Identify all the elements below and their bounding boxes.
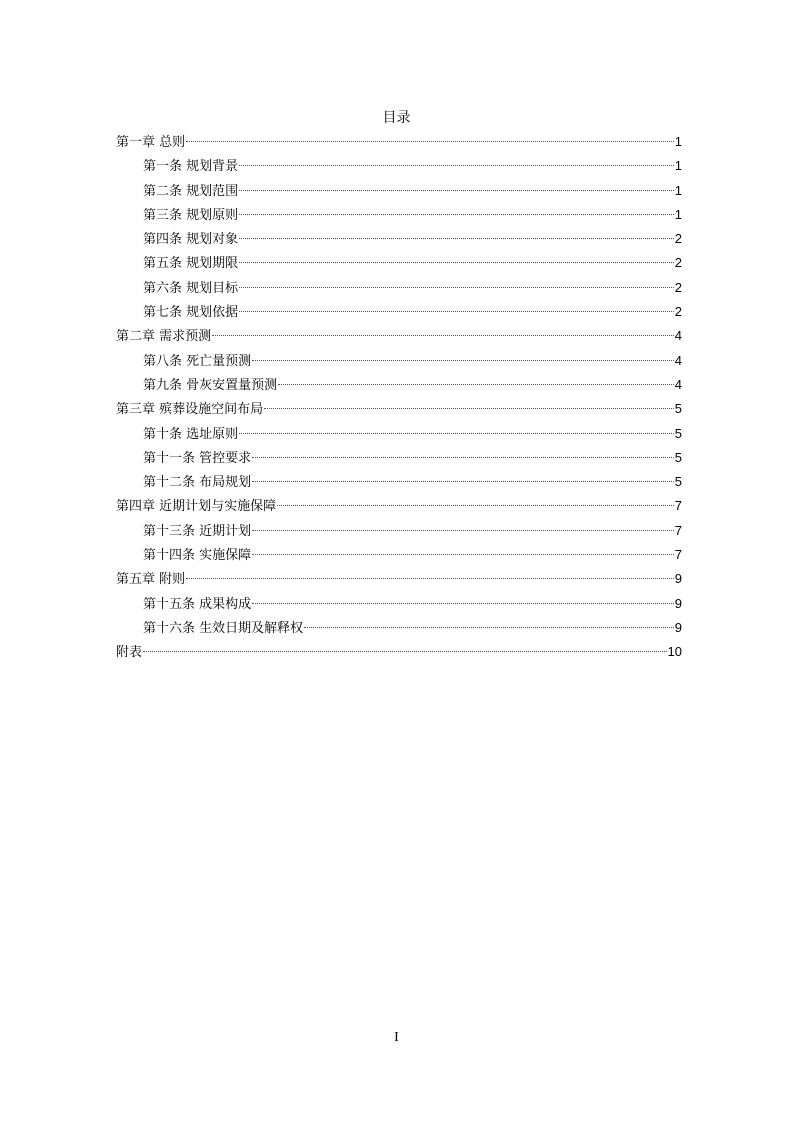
toc-entry-text: 第十五条 成果构成 (143, 596, 252, 612)
toc-chapter-entry[interactable] (116, 397, 682, 421)
toc-chapter-entry[interactable] (116, 640, 682, 664)
toc-article-entry[interactable] (116, 349, 682, 373)
toc-entry-page: 2 (674, 304, 682, 320)
toc-entry-text: 第十四条 实施保障 (143, 548, 252, 564)
toc-dot-leader (186, 578, 674, 579)
toc-entry-page: 1 (674, 158, 682, 174)
toc-dot-leader (252, 360, 674, 361)
toc-entry-page: 9 (674, 619, 682, 635)
toc-entry-page: 9 (674, 595, 682, 611)
toc-chapter-entry[interactable] (116, 567, 682, 591)
toc-dot-leader (239, 190, 674, 191)
toc-dot-leader (186, 141, 674, 142)
toc-entry-text: 第十六条 生效日期及解释权 (143, 620, 304, 636)
toc-article-entry[interactable] (116, 422, 682, 446)
toc-entry-page: 7 (674, 547, 682, 563)
toc-entry-page: 7 (674, 522, 682, 538)
toc-entry-text: 第三条 规划原则 (143, 207, 239, 223)
toc-entry-page: 4 (674, 328, 682, 344)
page-number: I (394, 1030, 399, 1045)
toc-dot-leader (252, 481, 674, 482)
toc-entry-text: 第八条 死亡量预测 (143, 353, 252, 369)
toc-article-entry[interactable] (116, 203, 682, 227)
toc-dot-leader (239, 433, 674, 434)
toc-entry-page: 1 (674, 182, 682, 198)
toc-dot-leader (239, 214, 674, 215)
toc-entry-text: 第六条 规划目标 (143, 280, 239, 296)
toc-dot-leader (239, 287, 674, 288)
toc-dot-leader (212, 335, 674, 336)
toc-article-entry[interactable] (116, 616, 682, 640)
toc-entry-page: 1 (674, 206, 682, 222)
toc-chapter-entry[interactable] (116, 324, 682, 348)
toc-article-entry[interactable] (116, 179, 682, 203)
toc-dot-leader (252, 530, 674, 531)
toc-chapter-entry[interactable] (116, 494, 682, 518)
toc-dot-leader (304, 627, 674, 628)
toc-article-entry[interactable] (116, 276, 682, 300)
toc-article-entry[interactable] (116, 300, 682, 324)
toc-dot-leader (252, 457, 674, 458)
toc-entry-text: 第十条 选址原则 (143, 426, 239, 442)
toc-entry-text: 第十一条 管控要求 (143, 450, 252, 466)
toc-entry-page: 5 (674, 449, 682, 465)
toc-dot-leader (252, 554, 674, 555)
toc-entry-page: 2 (674, 231, 682, 247)
toc-dot-leader (277, 505, 674, 506)
toc-entry-text: 第二章 需求预测 (116, 329, 212, 345)
toc-entry-text: 第一章 总则 (116, 135, 186, 150)
toc-entry-page: 7 (674, 498, 682, 514)
toc-title: 目录 (382, 110, 411, 126)
toc-entry-page: 5 (674, 474, 682, 490)
toc-entry-text: 第十三条 近期计划 (143, 523, 252, 539)
toc-chapter-entry[interactable] (116, 130, 682, 154)
toc-list (116, 130, 682, 665)
toc-entry-text: 第三章 殡葬设施空间布局 (116, 402, 264, 418)
toc-entry-text: 第四章 近期计划与实施保障 (116, 499, 277, 515)
toc-article-entry[interactable] (116, 154, 682, 178)
toc-dot-leader (143, 651, 667, 652)
toc-entry-text: 第十二条 布局规划 (143, 475, 252, 491)
toc-article-entry[interactable] (116, 373, 682, 397)
toc-entry-text: 第五条 规划期限 (143, 256, 239, 272)
toc-article-entry[interactable] (116, 227, 682, 251)
toc-article-entry[interactable] (116, 470, 682, 494)
toc-article-entry[interactable] (116, 592, 682, 616)
toc-dot-leader (239, 238, 674, 239)
toc-entry-text: 第五章 附则 (116, 572, 186, 588)
toc-entry-page: 9 (674, 571, 682, 587)
toc-article-entry[interactable] (116, 543, 682, 567)
toc-article-entry[interactable] (116, 519, 682, 543)
toc-dot-leader (252, 603, 674, 604)
toc-entry-text: 第七条 规划依据 (143, 305, 239, 321)
toc-article-entry[interactable] (116, 251, 682, 275)
toc-article-entry[interactable] (116, 446, 682, 470)
toc-dot-leader (239, 165, 674, 166)
toc-entry-text: 第九条 骨灰安置量预测 (143, 377, 278, 393)
toc-entry-page: 1 (674, 134, 682, 149)
toc-dot-leader (239, 262, 674, 263)
toc-dot-leader (264, 408, 674, 409)
toc-entry-page: 2 (674, 279, 682, 295)
toc-entry-page: 4 (674, 352, 682, 368)
toc-entry-page: 10 (667, 644, 682, 660)
toc-entry-text: 第二条 规划范围 (143, 183, 239, 199)
toc-entry-text: 第一条 规划背景 (143, 159, 239, 175)
toc-entry-page: 5 (674, 425, 682, 441)
toc-entry-text: 附表 (116, 645, 143, 661)
toc-entry-page: 4 (674, 376, 682, 392)
toc-entry-page: 2 (674, 255, 682, 271)
toc-dot-leader (239, 311, 674, 312)
toc-entry-text: 第四条 规划对象 (143, 232, 239, 248)
toc-dot-leader (278, 384, 674, 385)
toc-entry-page: 5 (674, 401, 682, 417)
